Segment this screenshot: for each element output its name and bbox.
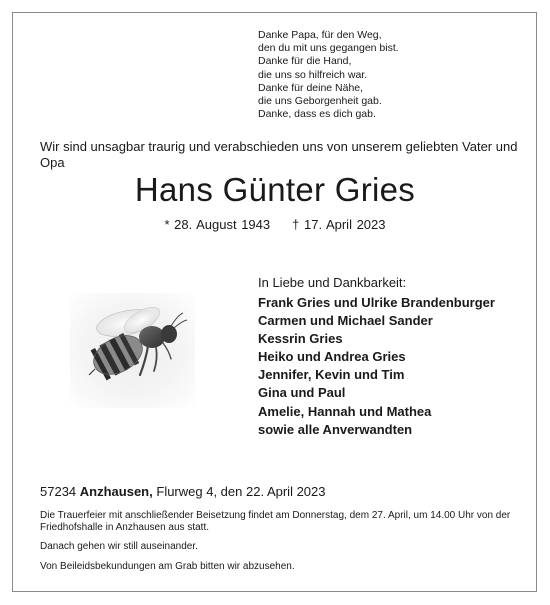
city: Anzhausen, [79, 484, 153, 499]
life-dates [0, 217, 550, 233]
poem-line: Danke Papa, für den Weg, [258, 29, 382, 41]
mourner-name: Carmen und Michael Sander [258, 313, 433, 329]
poem-line: die uns Geborgenheit gab. [258, 95, 382, 108]
mourner-name: Heiko und Andrea Gries [258, 349, 406, 365]
mourner-name: Kessrin Gries [258, 331, 343, 347]
street-and-date: Flurweg 4, den 22. April 2023 [156, 484, 326, 499]
note-departure: Danach gehen wir still auseinander. [40, 541, 198, 553]
postcode: 57234 [40, 484, 77, 499]
poem-line: Danke, dass es dich gab. [258, 108, 376, 121]
intro-text: Wir sind unsagbar traurig und verabschieden uns von unserem geliebten Vater und Opa [40, 139, 518, 170]
bee-icon [70, 293, 195, 408]
bee-image [70, 293, 195, 408]
mourners-list [258, 294, 495, 439]
mourners-heading: In Liebe und Dankbarkeit: [258, 275, 407, 290]
mourner-name: Frank Gries und Ulrike Brandenburger [258, 295, 495, 310]
mourner-name: sowie alle Anverwandten [258, 421, 413, 437]
poem-line: Danke für die Hand, [258, 55, 352, 68]
note-funeral-service: Die Trauerfeier mit anschließender Beisetzung findet am Donnerstag, dem 27. April, um 14.00 Uhr von der Friedhofshalle in Anzhausen aus statt. [40, 510, 511, 534]
poem-line: den du mit uns gegangen bist. [258, 42, 399, 55]
birth-date: * 28. August 1943 [164, 217, 271, 232]
deceased-name: Hans Günter Gries [134, 171, 416, 208]
funeral-notes [40, 510, 520, 580]
poem-line: Danke für deine Nähe, [258, 81, 364, 94]
mourner-name: Amelie, Hannah und Mathea [258, 403, 432, 419]
mourner-name: Gina und Paul [258, 385, 346, 401]
address-line [40, 484, 325, 500]
mourner-name: Jennifer, Kevin und Tim [258, 367, 405, 383]
note-condolences: Von Beileidsbekundungen am Grab bitten wir abzusehen. [40, 560, 295, 572]
poem [258, 29, 399, 121]
death-date: † 17. April 2023 [292, 217, 386, 232]
poem-line: die uns so hilfreich war. [258, 68, 368, 81]
